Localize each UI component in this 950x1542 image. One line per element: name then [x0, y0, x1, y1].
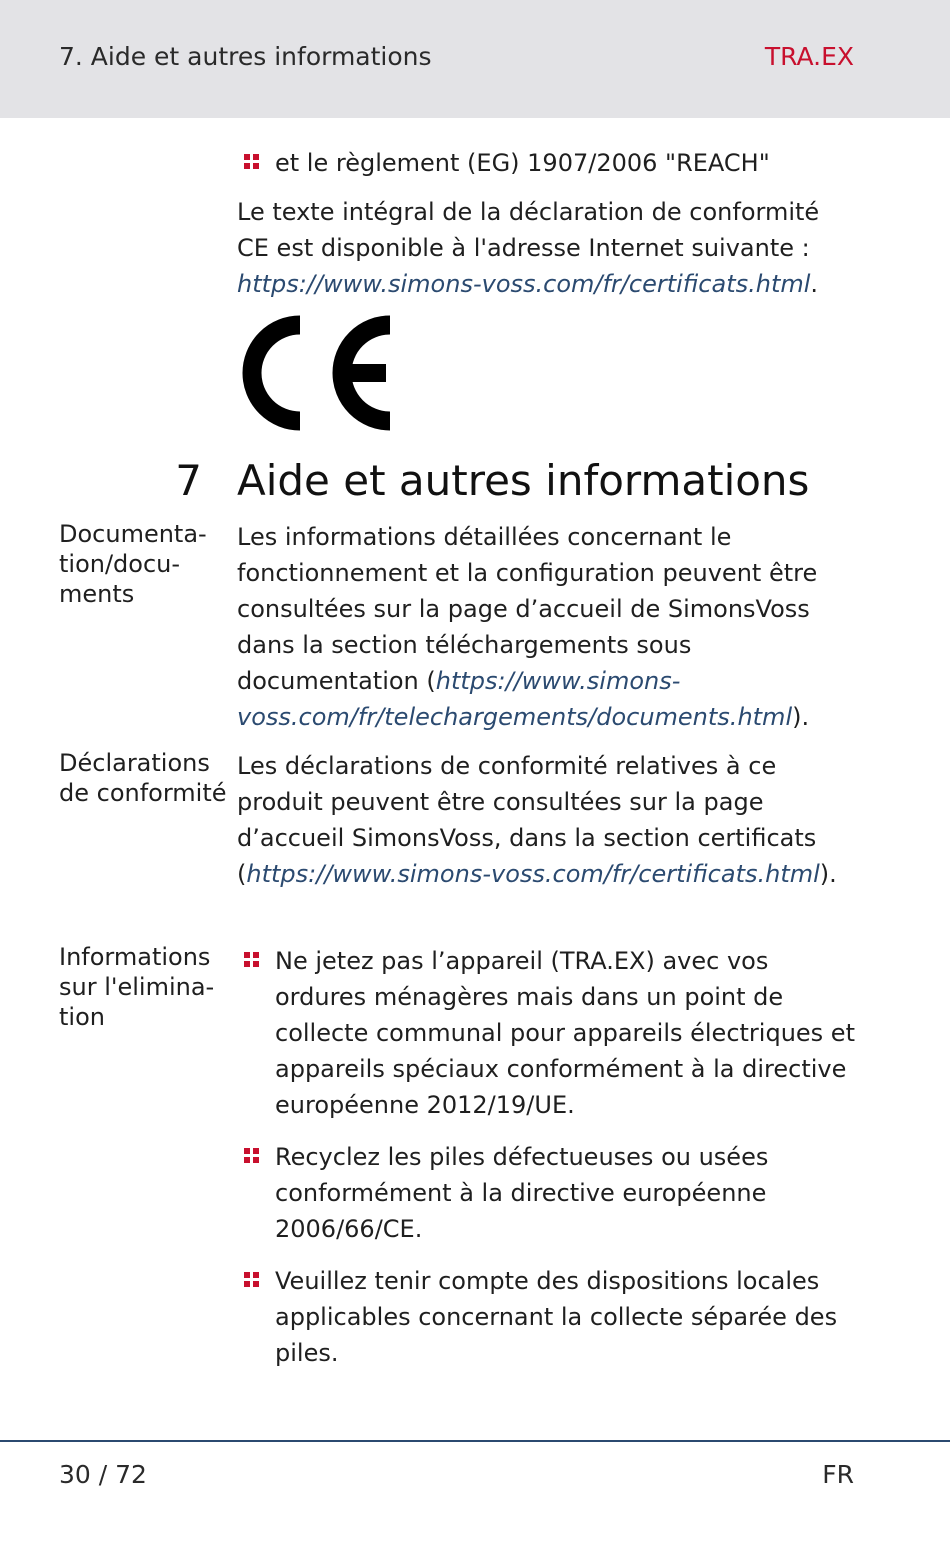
disposal-bullet-text: Ne jetez pas l’appareil (TRA.EX) avec vos ordures ménagères mais dans un point de collecte communal pour appareils électriques et appareils spéciaux conformément à la directive européenne 2012/19/UE. — [275, 947, 855, 1119]
disposal-bullet-text: Veuillez tenir compte des dispositions locales applicables concernant la collecte séparée des piles. — [275, 1267, 838, 1367]
disposal-label — [59, 942, 231, 1032]
label-line: Informations — [59, 943, 211, 971]
ce-declaration-paragraph — [237, 194, 847, 302]
conformity-link[interactable]: https://www.simons-voss.com/fr/certificats.html — [246, 860, 820, 888]
conformity-tail: ). — [819, 860, 837, 888]
reach-bullet-text: et le règlement (EG) 1907/2006 "REACH" — [275, 149, 770, 177]
documentation-tail: ). — [792, 703, 810, 731]
disposal-bullet-text: Recyclez les piles défectueuses ou usées conformément à la directive européenne 2006/66/CE. — [275, 1143, 769, 1243]
bullet-icon — [244, 1272, 260, 1288]
ce-mark-icon — [236, 315, 400, 431]
ce-declaration-tail: . — [810, 270, 819, 298]
documentation-label — [59, 519, 231, 609]
bullet-icon — [244, 1148, 260, 1164]
footer-divider — [0, 1440, 950, 1442]
header-product-name: TRA.EX — [764, 42, 854, 71]
label-line: tion/docu- — [59, 550, 181, 578]
documentation-link[interactable]: https://www.simons-voss.com/fr/telechargements/documents.html — [237, 667, 793, 731]
conformity-paragraph — [237, 748, 837, 892]
label-line: Déclarations — [59, 749, 210, 777]
conformity-text: Les déclarations de conformité relatives à ce produit peuvent être consultées sur la page d’accueil SimonsVoss, dans la section certificats ( — [237, 752, 817, 888]
conformity-label — [59, 748, 231, 808]
label-line: Documenta- — [59, 520, 207, 548]
ce-declaration-text: Le texte intégral de la déclaration de conformité CE est disponible à l'adresse Internet suivante : — [237, 198, 820, 262]
documentation-text: Les informations détaillées concernant le fonctionnement et la configuration peuvent être consultées sur la page d’accueil de SimonsVoss dans la section téléchargements sous documentation ( — [237, 523, 818, 695]
page-number: 30 / 72 — [59, 1460, 147, 1489]
chapter-number: 7 — [175, 456, 202, 505]
bullet-icon — [244, 952, 260, 968]
ce-declaration-link[interactable]: https://www.simons-voss.com/fr/certificats.html — [237, 270, 811, 298]
page-header — [0, 0, 950, 118]
documentation-paragraph — [237, 519, 847, 735]
label-line: tion — [59, 1003, 105, 1031]
chapter-title: Aide et autres informations — [237, 456, 810, 505]
label-line: sur l'elimina- — [59, 973, 215, 1001]
header-chapter-title: 7. Aide et autres informations — [59, 42, 432, 71]
language-code: FR — [822, 1460, 854, 1489]
page-content — [0, 118, 950, 1438]
label-line: ments — [59, 580, 135, 608]
label-line: de conformité — [59, 779, 227, 807]
bullet-icon — [244, 154, 260, 170]
